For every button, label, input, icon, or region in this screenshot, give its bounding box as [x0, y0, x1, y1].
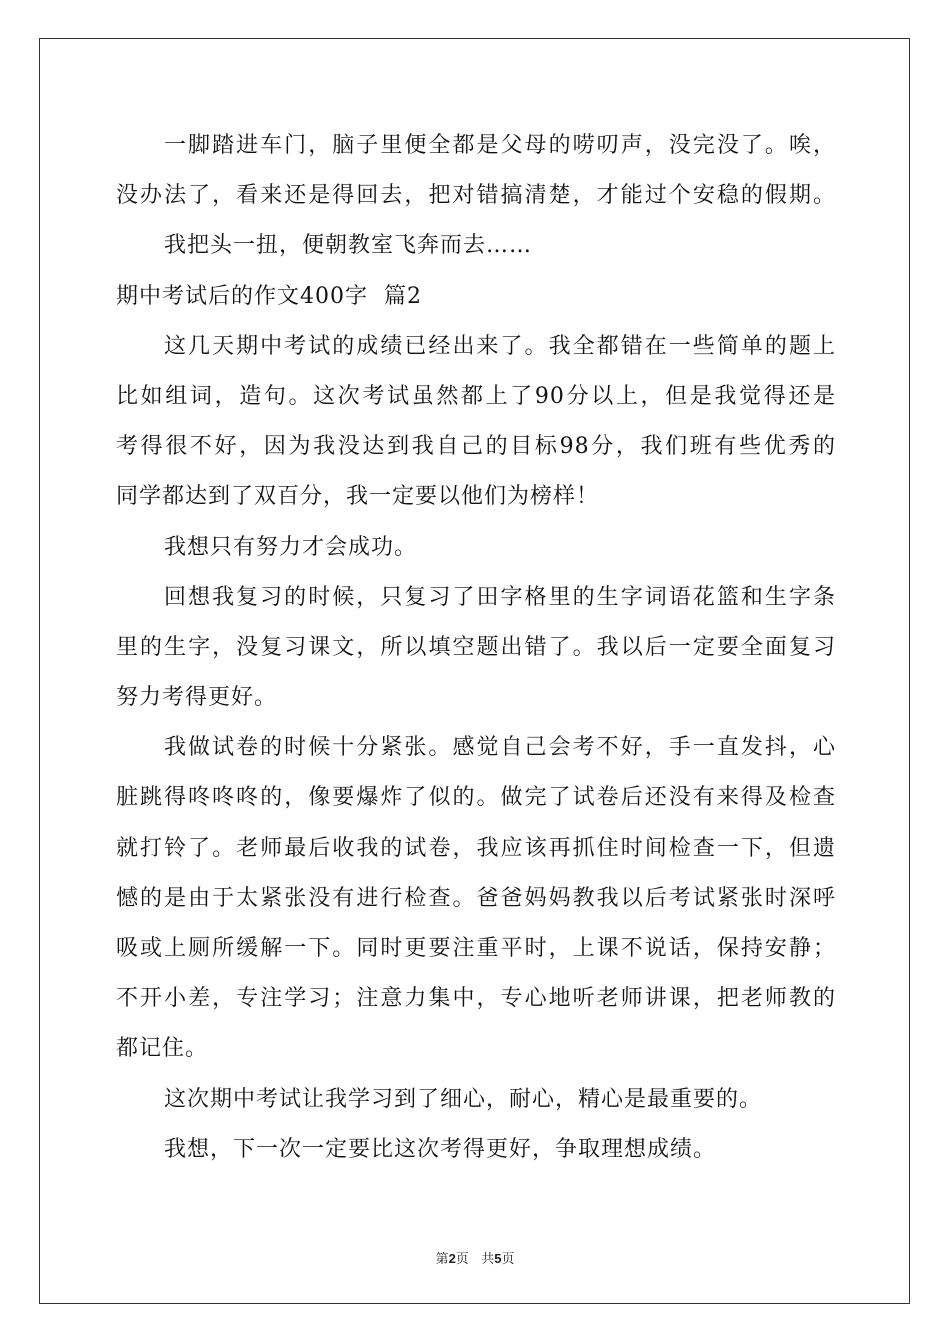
paragraph-line: 就打铃了。老师最后收我的试卷，我应该再抓住时间检查一下，但遗 — [116, 835, 836, 861]
page-number-prefix: 第 — [435, 1252, 449, 1267]
current-page-number: 2 — [448, 1251, 456, 1266]
paragraph-line: 考得很不好，因为我没达到我自己的目标98分，我们班有些优秀的 — [116, 434, 836, 460]
paragraph-line: 我想，下一次一定要比这次考得更好，争取理想成绩。 — [164, 1136, 717, 1162]
total-page-count: 5 — [494, 1251, 502, 1266]
paragraph-line: 吸或上厕所缓解一下。同时更要注重平时，上课不说话，保持安静； — [116, 936, 836, 961]
paragraph-line: 同学都达到了双百分，我一定要以他们为榜样！ — [116, 484, 600, 510]
paragraph-line: 一脚踏进车门，脑子里便全都是父母的唠叨声，没完没了。唉， — [164, 133, 836, 158]
paragraph-line: 脏跳得咚咚咚的，像要爆炸了似的。做完了试卷后还没有来得及检查 — [116, 785, 836, 811]
paragraph-line: 我做试卷的时候十分紧张。感觉自己会考不好，手一直发抖，心 — [164, 735, 836, 761]
paragraph-line: 比如组词，造句。这次考试虽然都上了90分以上，但是我觉得还是 — [116, 383, 836, 409]
paragraph-line: 没办法了，看来还是得回去，把对错搞清楚，才能过个安稳的假期。 — [116, 183, 836, 209]
page-number-suffix: 页 — [501, 1252, 515, 1267]
document-body — [116, 126, 836, 1180]
page-number-mid: 页 共 — [455, 1252, 495, 1267]
paragraph-line: 回想我复习的时候，只复习了田字格里的生字词语花篮和生字条 — [164, 584, 836, 610]
paragraph-line: 我想只有努力才会成功。 — [164, 534, 418, 560]
paragraph-line: 努力考得更好。 — [116, 685, 278, 711]
page-footer — [0, 1248, 950, 1267]
paragraph-line: 这次期中考试让我学习到了细心，耐心，精心是最重要的。 — [164, 1086, 763, 1112]
paragraph-line: 这几天期中考试的成绩已经出来了。我全都错在一些简单的题上 — [164, 333, 836, 359]
essay-title: 期中考试后的作文400字 篇2 — [116, 283, 422, 309]
paragraph-line: 里的生字，没复习课文，所以填空题出错了。我以后一定要全面复习 — [116, 634, 836, 660]
paragraph-line: 憾的是由于太紧张没有进行检查。爸爸妈妈教我以后考试紧张时深呼 — [116, 885, 836, 911]
paragraph-line: 不开小差，专注学习；注意力集中，专心地听老师讲课，把老师教的 — [116, 986, 836, 1012]
paragraph-line: 都记住。 — [116, 1036, 209, 1062]
paragraph-line: 我把头一扭，便朝教室飞奔而去…… — [164, 233, 533, 259]
